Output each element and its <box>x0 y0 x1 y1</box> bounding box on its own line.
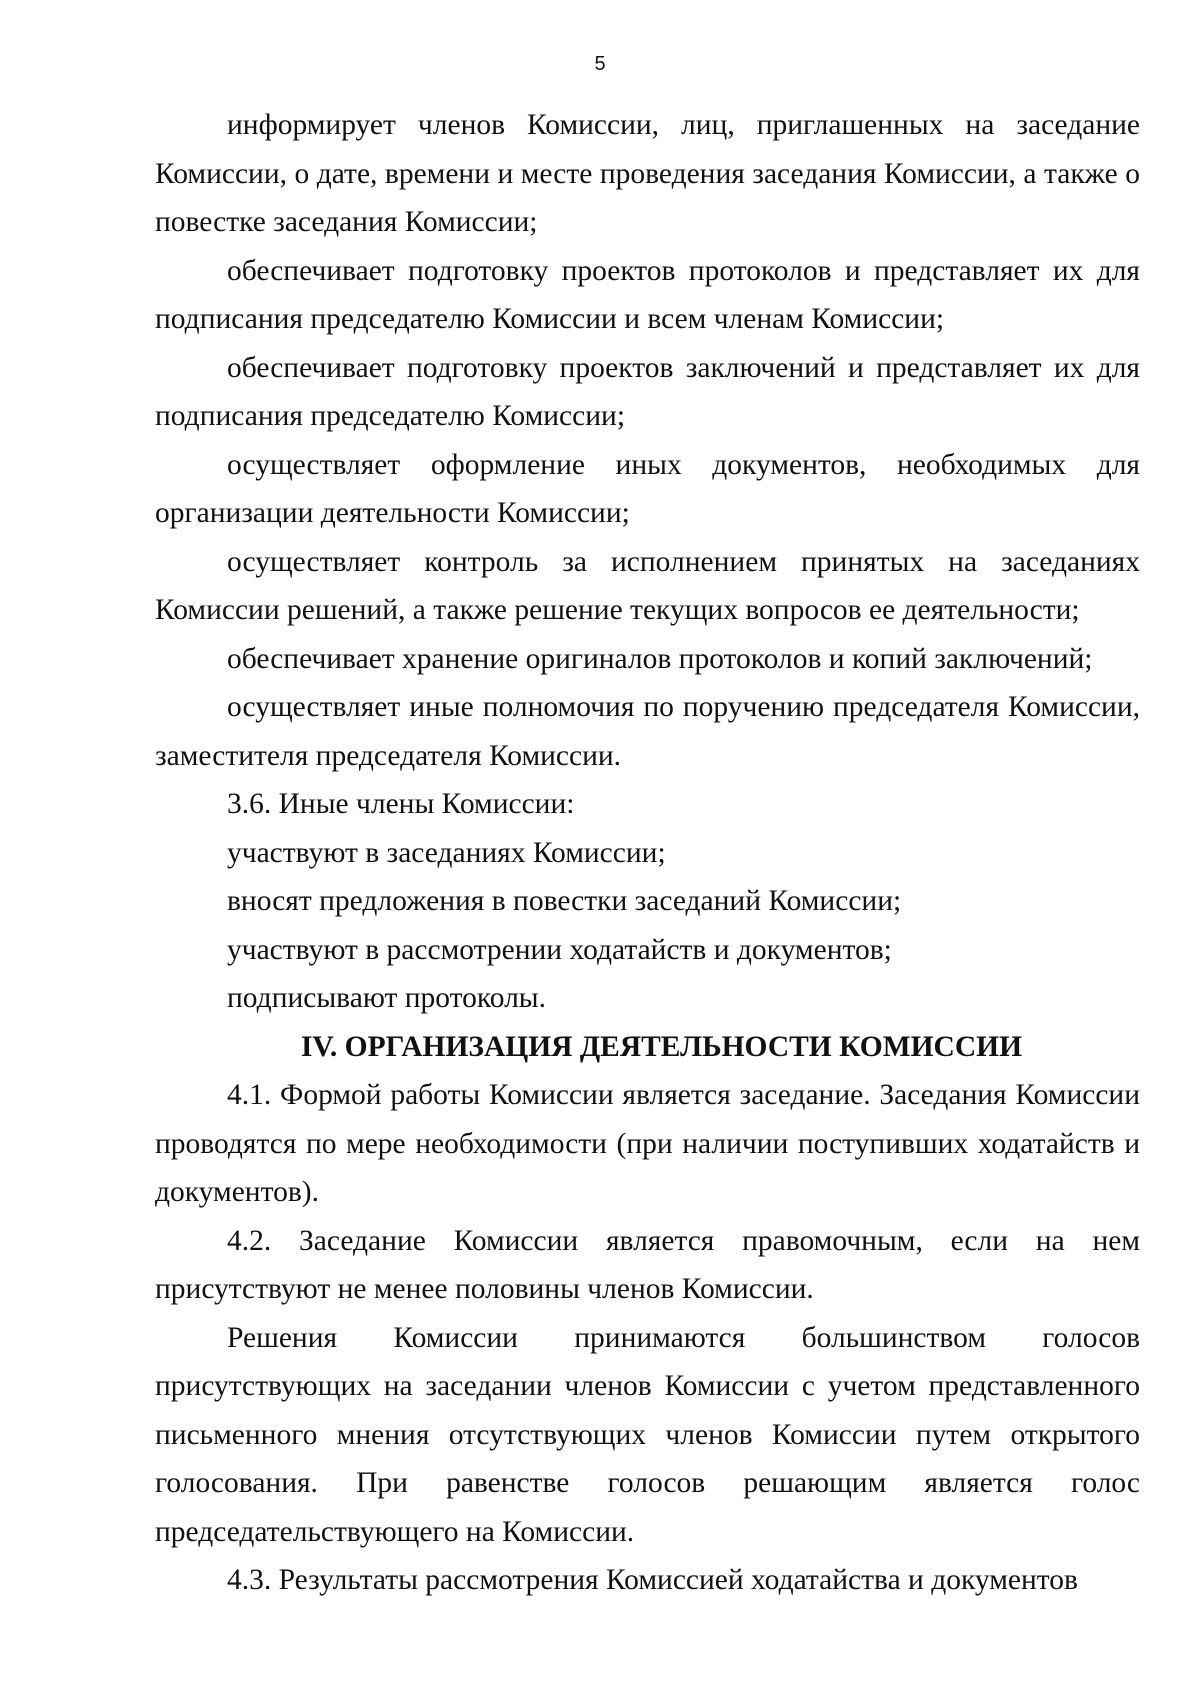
paragraph: Решения Комиссии принимаются большинством голосов присутствующих на заседании членов Комиссии с учетом представленного письменного мнения отсутствующих членов Комиссии путем открытого голосования. При равенстве голосов решающим является голос председательствующего на Комиссии. <box>155 1321 1140 1548</box>
paragraph: 4.1. Формой работы Комиссии является заседание. Заседания Комиссии проводятся по мере необходимости (при наличии поступивших ходатайств и документов). <box>155 1079 1140 1208</box>
paragraph: обеспечивает хранение оригиналов протоколов и копий заключений; <box>227 642 1093 675</box>
paragraph: обеспечивает подготовку проектов заключений и представляет их для подписания председателю Комиссии; <box>155 351 1140 432</box>
paragraph: обеспечивает подготовку проектов протоколов и представляет их для подписания председателю Комиссии и всем членам Комиссии; <box>155 254 1140 335</box>
paragraph: информирует членов Комиссии, лиц, приглашенных на заседание Комиссии, о дате, времени и месте проведения заседания Комиссии, а также о повестке заседания Комиссии; <box>155 109 1140 238</box>
document-body <box>155 101 1140 1605</box>
paragraph: участвуют в рассмотрении ходатайств и документов; <box>227 933 892 966</box>
page-number: 5 <box>594 53 606 75</box>
section-heading: IV. ОРГАНИЗАЦИЯ ДЕЯТЕЛЬНОСТИ КОМИССИИ <box>300 1030 1023 1063</box>
paragraph: вносят предложения в повестки заседаний Комиссии; <box>227 885 902 917</box>
paragraph: осуществляет иные полномочия по поручению председателя Комиссии, заместителя председателя Комиссии. <box>155 691 1140 772</box>
paragraph: осуществляет оформление иных документов, необходимых для организации деятельности Комиссии; <box>155 448 1140 529</box>
paragraph: 3.6. Иные члены Комиссии: <box>227 788 575 820</box>
paragraph: осуществляет контроль за исполнением принятых на заседаниях Комиссии решений, а также решение текущих вопросов ее деятельности; <box>155 545 1140 626</box>
paragraph: подписывают протоколы. <box>227 982 546 1014</box>
paragraph: участвуют в заседаниях Комиссии; <box>227 836 666 869</box>
paragraph: 4.3. Результаты рассмотрения Комиссией ходатайства и документов <box>227 1564 1078 1596</box>
paragraph: 4.2. Заседание Комиссии является правомочным, если на нем присутствуют не менее половины членов Комиссии. <box>155 1224 1140 1305</box>
